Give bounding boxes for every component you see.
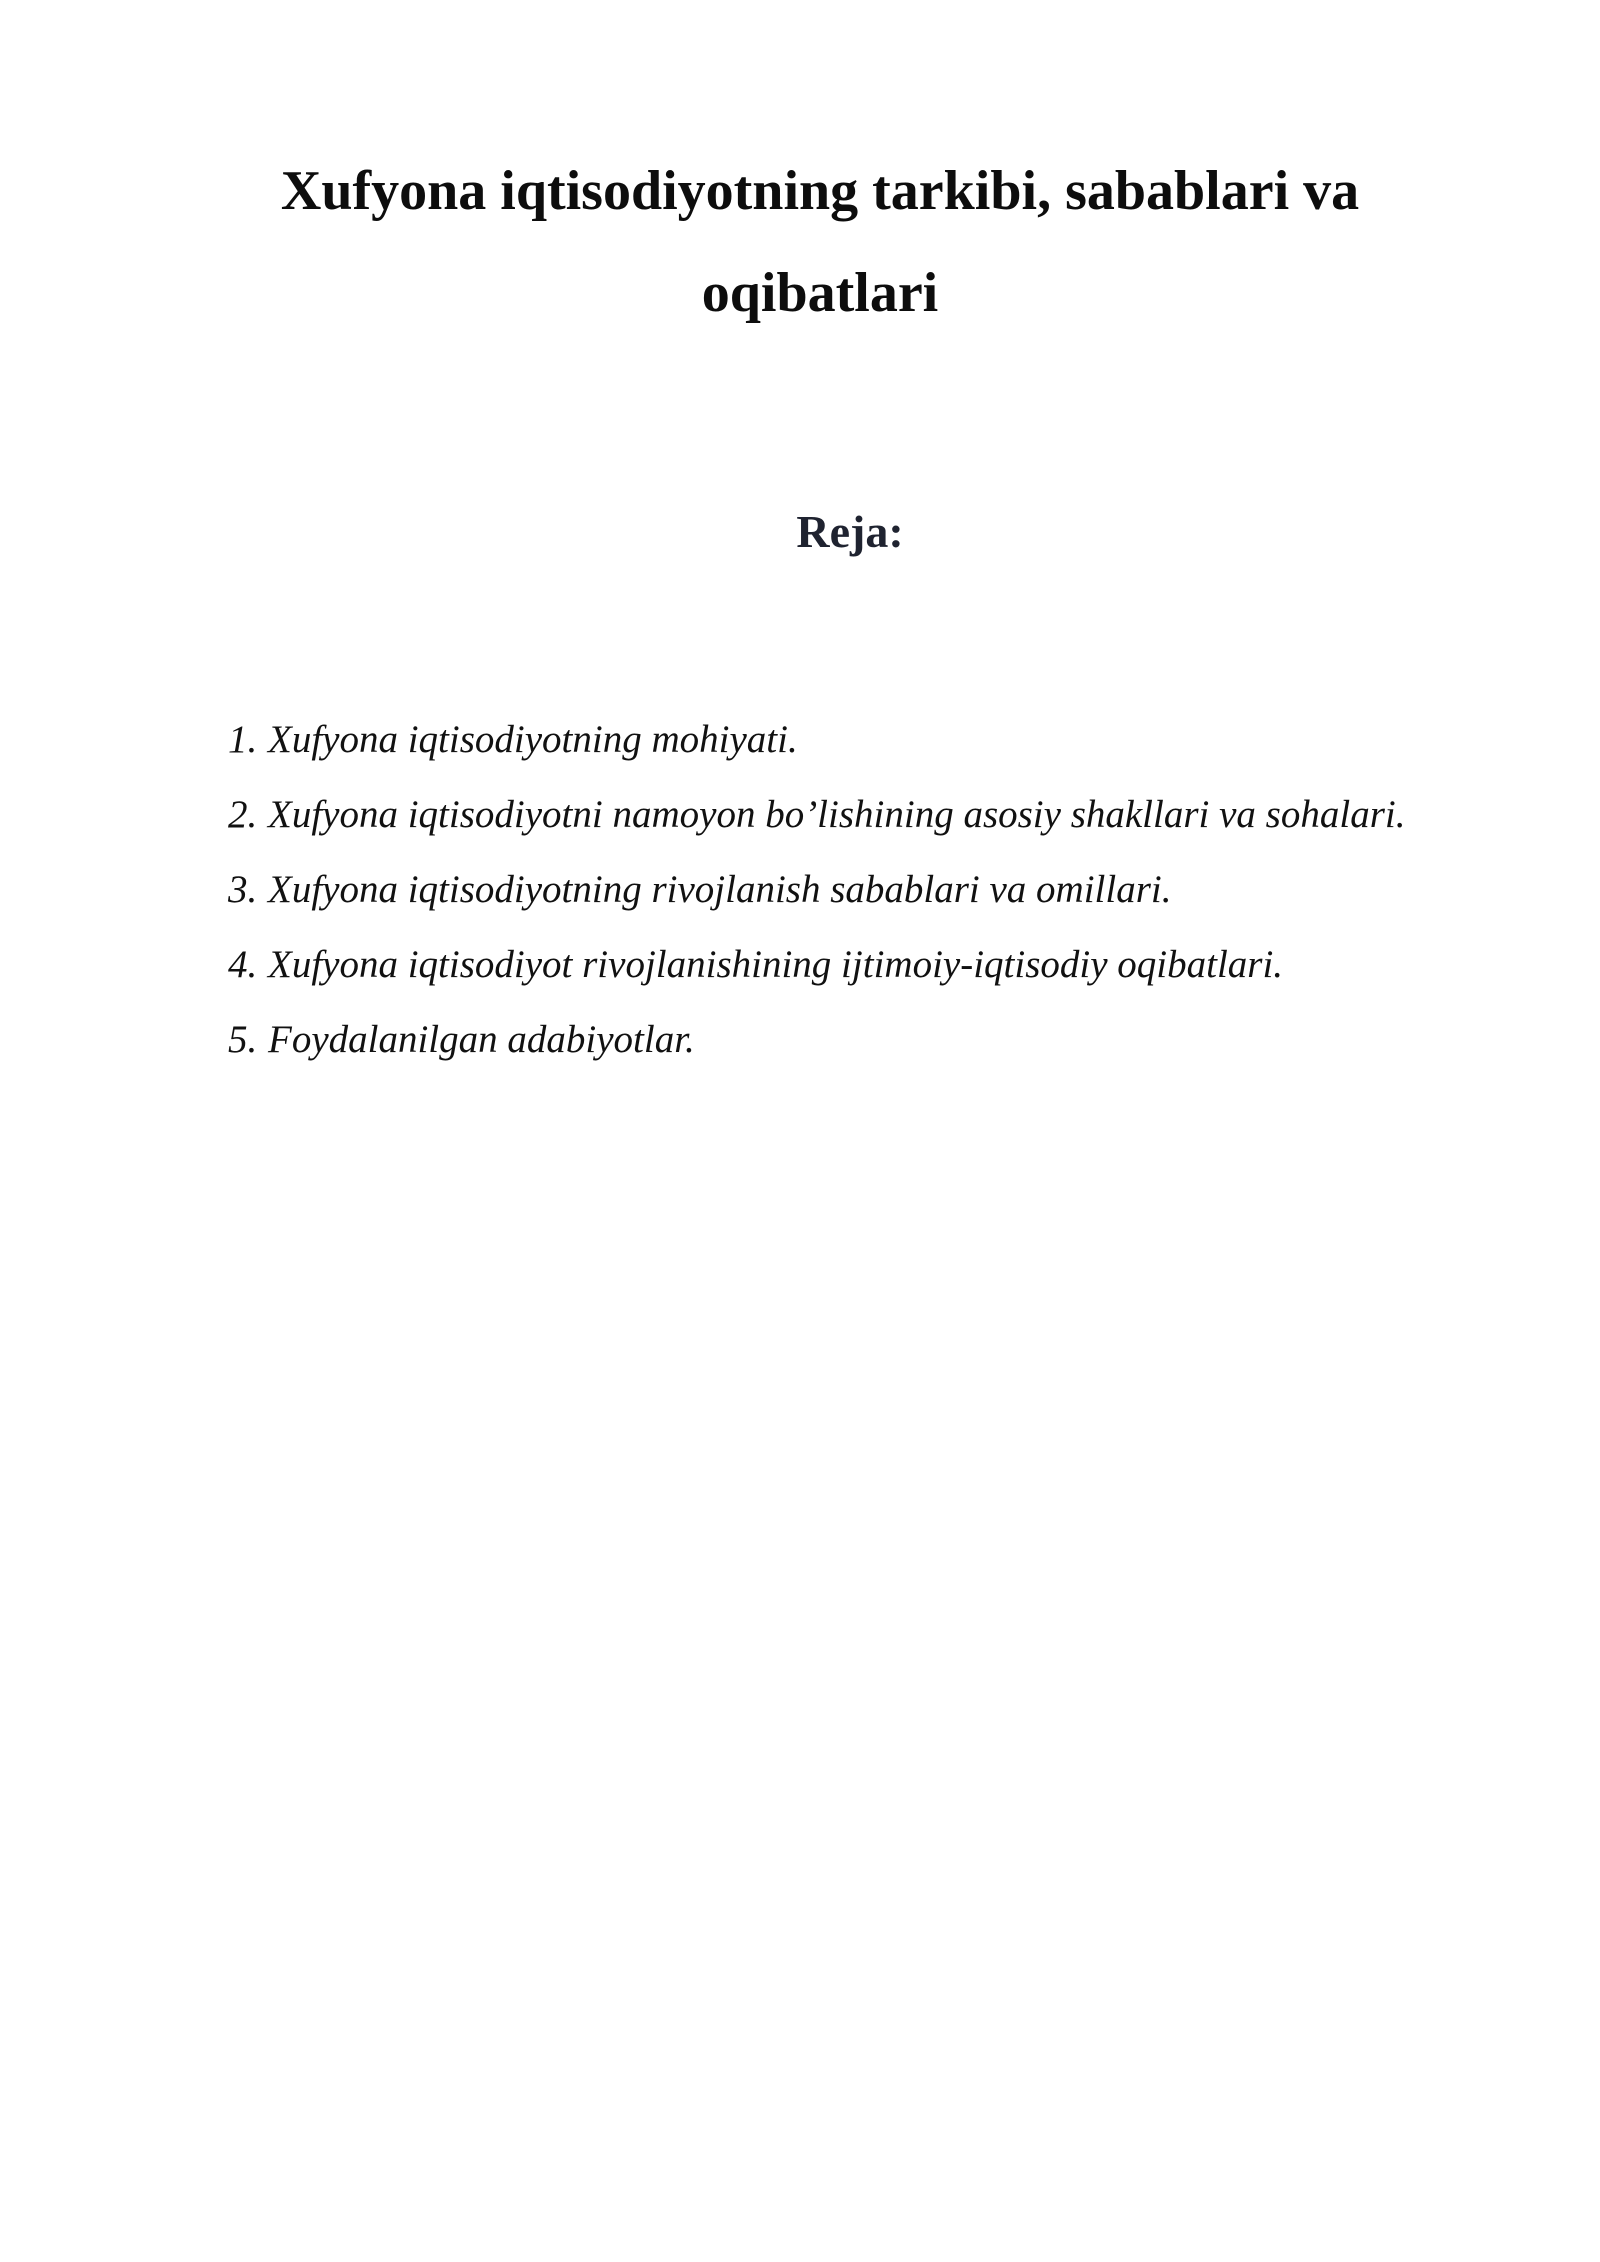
plan-list [228,702,1458,1077]
plan-item-number: 1. [228,718,258,761]
plan-item [228,927,1458,1002]
plan-item-number: 4. [228,943,258,986]
plan-item-text: Xufyona iqtisodiyotning rivojlanish sabablari va omillari. [268,868,1172,911]
plan-item-number: 2. [228,793,258,836]
plan-item-number: 5. [228,1018,258,1061]
plan-item [228,1002,1458,1077]
plan-item-text: Xufyona iqtisodiyot rivojlanishining ijtimoiy-iqtisodiy oqibatlari. [268,943,1284,986]
plan-heading: Reja: [796,506,904,557]
plan-item [228,852,1458,927]
plan-item-text: Xufyona iqtisodiyotni namoyon bo’lishining asosiy shakllari va sohalari. [268,793,1406,836]
plan-item [228,777,1458,852]
plan-item-text: Xufyona iqtisodiyotning mohiyati. [268,718,798,761]
plan-item-number: 3. [228,868,258,911]
plan-item-text: Foydalanilgan adabiyotlar. [268,1018,695,1061]
document-title: Xufyona iqtisodiyotning tarkibi, sabablari va oqibatlari [280,160,1360,324]
plan-item [228,702,1458,777]
